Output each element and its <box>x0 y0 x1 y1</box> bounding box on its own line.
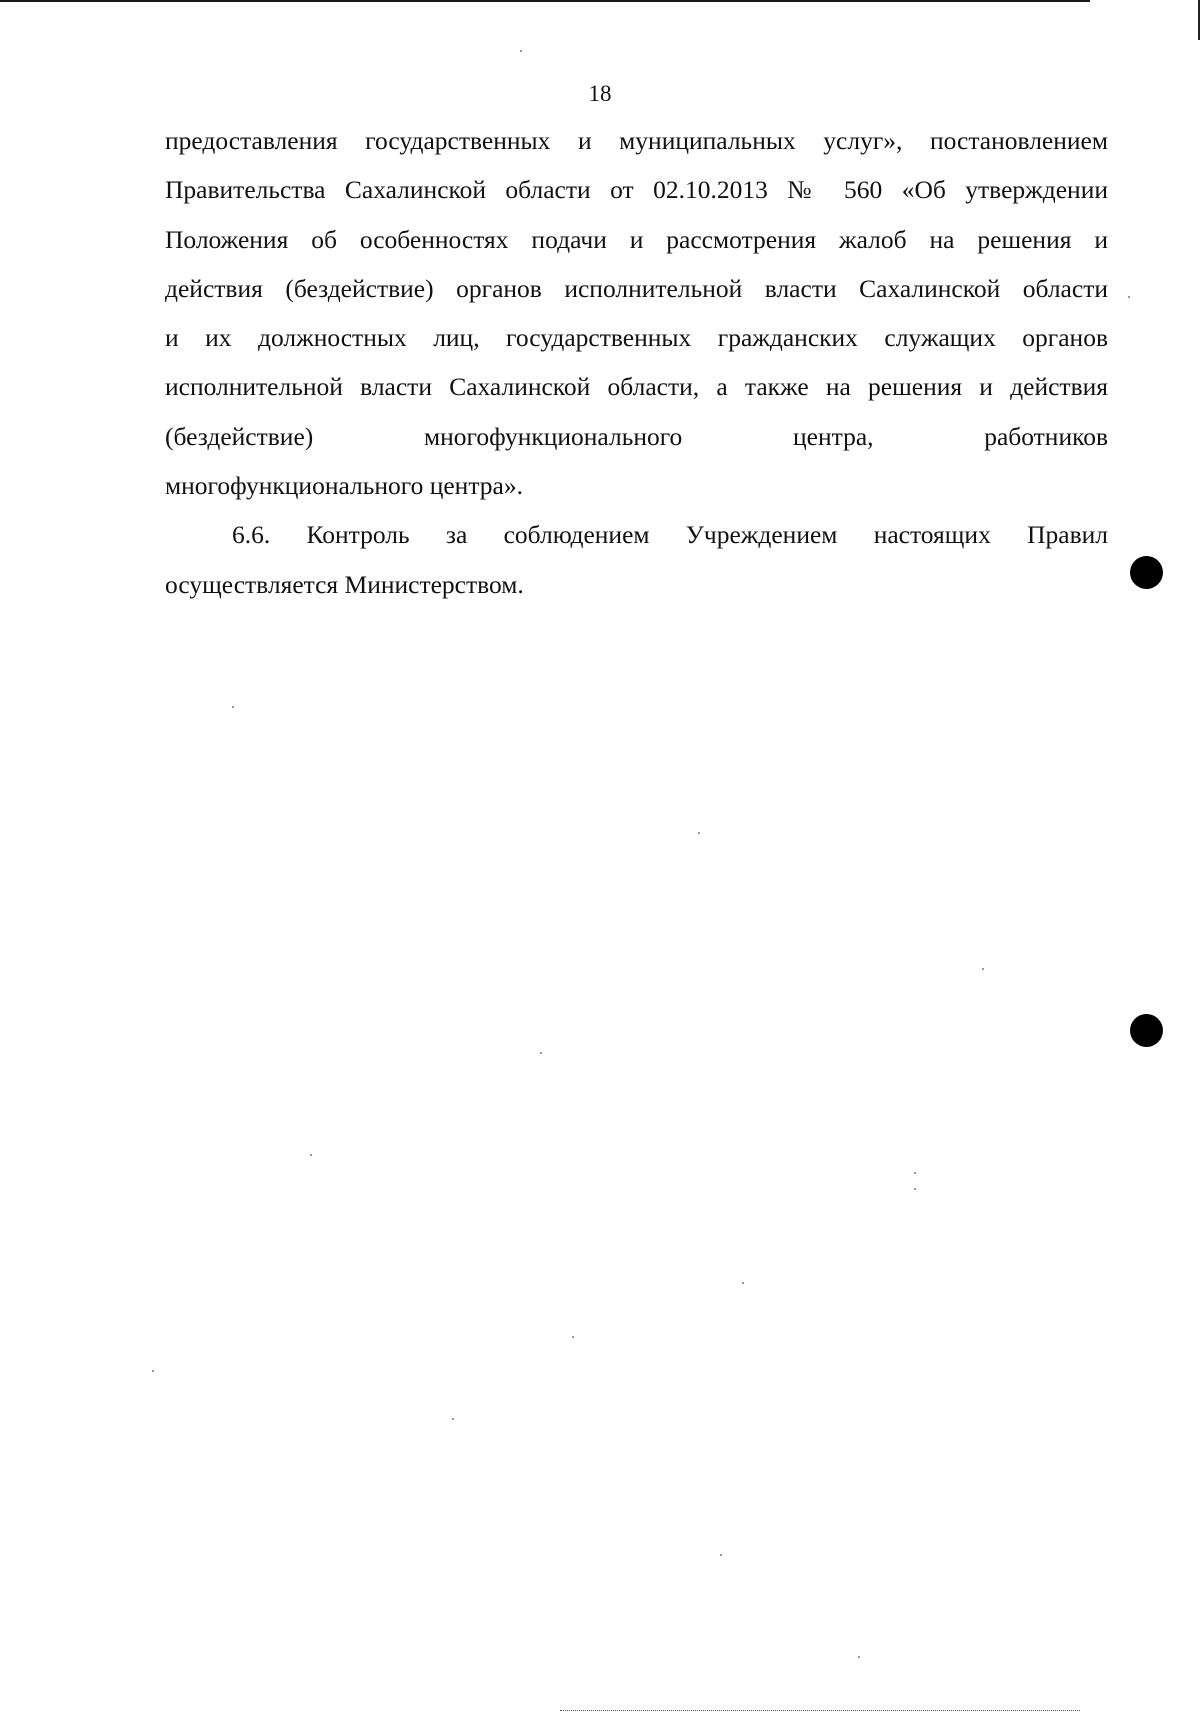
text-line: 6.6. Контроль за соблюдением Учреждением настоящих Правил <box>232 520 1108 550</box>
hole-punch-mark <box>1130 556 1163 589</box>
speck <box>540 1052 542 1054</box>
speck <box>698 832 700 834</box>
hole-punch-mark <box>1130 1014 1163 1047</box>
speck <box>982 968 984 970</box>
text-line: предоставления государственных и муниципальных услуг», постановлением <box>165 126 1108 155</box>
body-text <box>165 116 1108 609</box>
text-line: многофункционального центра». <box>165 471 523 501</box>
text-line: исполнительной власти Сахалинской области, а также на решения и действия <box>165 372 1108 402</box>
speck <box>520 50 522 52</box>
text-line: (бездействие) многофункционального центра, работников <box>165 421 1108 451</box>
speck <box>572 1336 574 1338</box>
page-number: 18 <box>588 81 612 106</box>
speck <box>152 1370 154 1372</box>
speck <box>858 1656 860 1658</box>
speck <box>914 1188 916 1190</box>
speck <box>452 1418 454 1420</box>
speck <box>1128 296 1130 298</box>
speck <box>914 1172 916 1174</box>
text-line: и их должностных лиц, государственных гражданских служащих органов <box>165 323 1108 353</box>
speck <box>310 1154 312 1156</box>
text-line: Правительства Сахалинской области от 02.10.2013 № 560 «Об утверждении <box>165 175 1108 205</box>
speck <box>720 1554 722 1556</box>
scan-top-edge <box>0 0 1090 2</box>
speck <box>232 706 234 708</box>
text-line: осуществляется Министерством. <box>165 569 524 599</box>
text-line: Положения об особенностях подачи и рассмотрения жалоб на решения и <box>165 224 1108 254</box>
speck <box>742 1282 744 1284</box>
text-line: действия (бездействие) органов исполнительной власти Сахалинской области <box>165 273 1108 303</box>
